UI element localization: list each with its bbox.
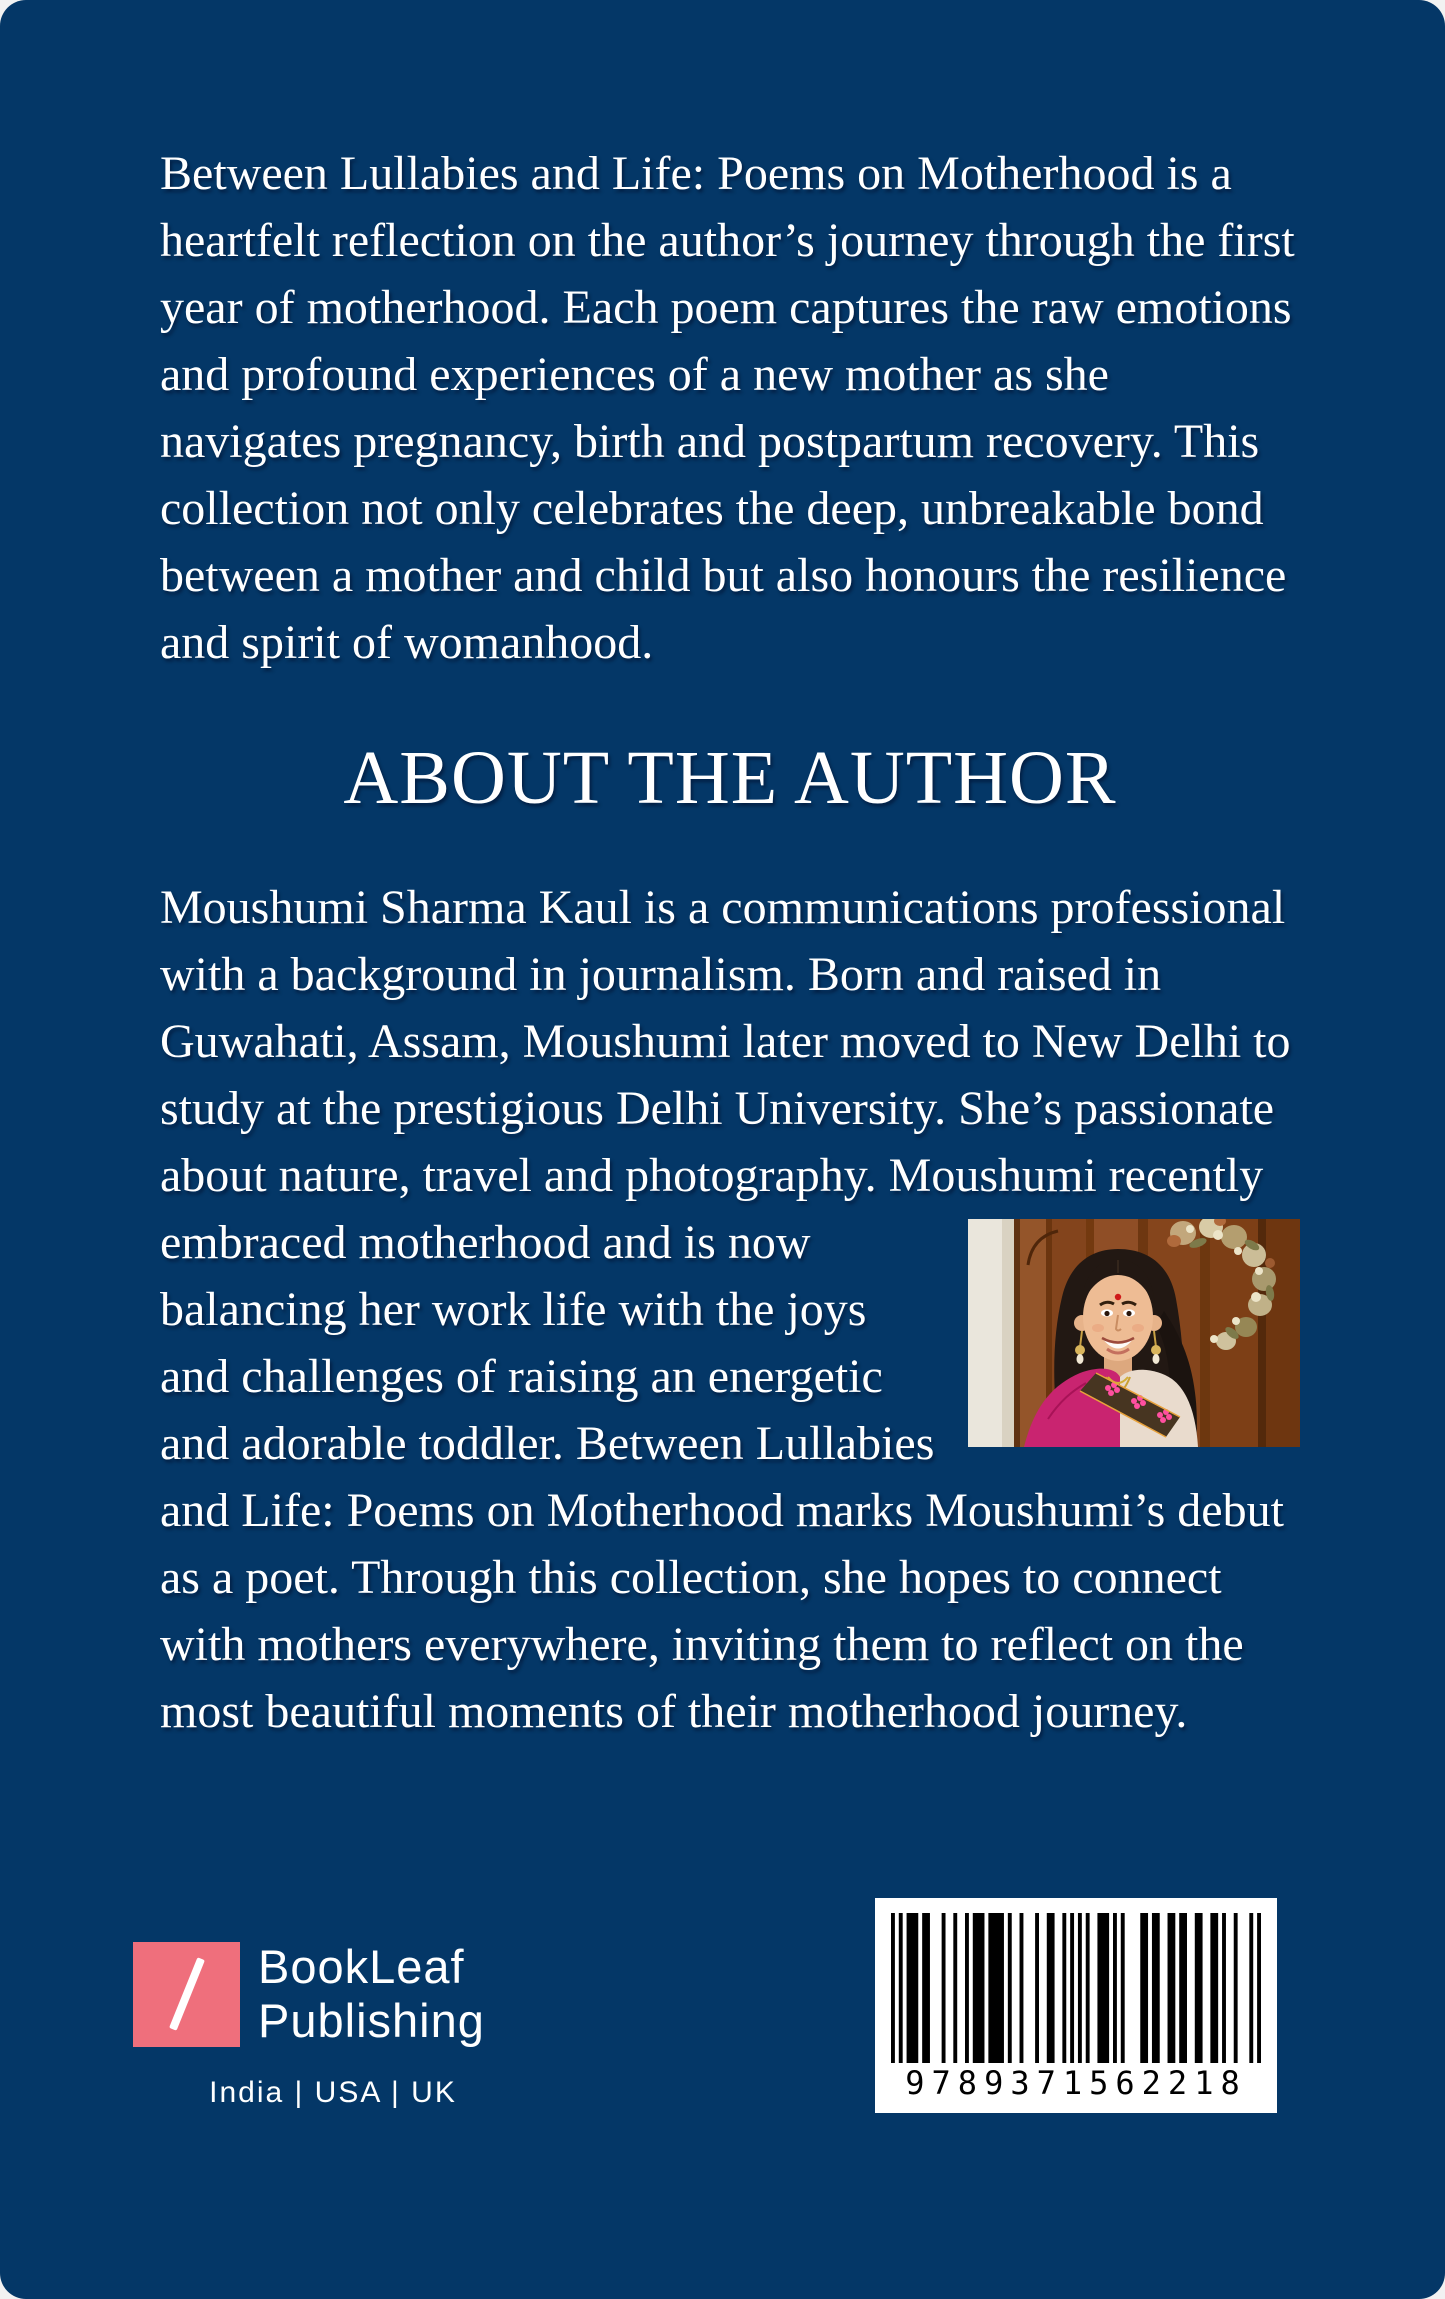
barcode-number: 9789371562218 — [905, 2064, 1247, 2102]
slash-icon — [169, 1957, 205, 2030]
barcode-bars — [891, 1913, 1261, 2063]
author-bio — [160, 874, 1300, 1745]
bio-text-after-photo: balancing her work life with the joys and challenges of raising an energetic and adorable toddler. Between Lullabies and Life: Poems on Motherhood marks Moushumi’s debut as a poet. Through this collection, she hopes to connect with mothers everywhere, inviting them to reflect on the most beautiful moments of their motherhood journey. — [160, 1283, 1284, 1738]
publisher-name — [258, 1940, 485, 2048]
publisher-logo-block — [133, 1940, 533, 2110]
barcode — [875, 1898, 1277, 2113]
author-portrait-illustration — [968, 1219, 1300, 1447]
publisher-regions: India | USA | UK — [209, 2076, 457, 2109]
bookleaf-logo-icon — [133, 1942, 240, 2047]
synopsis-text: Between Lullabies and Life: Poems on Motherhood is a heartfelt reflection on the author’s journey through the first year of motherhood. Each poem captures the raw emotions and profound experiences of a new mother as she navigates pregnancy, birth and postpartum recovery. This collection not only celebrates the deep, unbreakable bond between a mother and child but also honours the resilience and spirit of womanhood. — [160, 147, 1295, 669]
about-the-author-heading: ABOUT THE AUTHOR — [343, 736, 1117, 820]
bio-text-before-photo: Moushumi Sharma Kaul is a communications professional with a background in journalism. Born and raised in Guwahati, Assam, Moushumi later moved to New Delhi to study at the prestigious Delhi University. She’s passionate about nature, travel and photography. Moushumi recently embraced motherhood and is now — [160, 881, 1291, 1269]
author-photo — [968, 1219, 1300, 1447]
publisher-logo-row — [133, 1940, 533, 2048]
publisher-name-line2: Publishing — [258, 1994, 485, 2047]
publisher-name-line1: BookLeaf — [258, 1940, 465, 1993]
